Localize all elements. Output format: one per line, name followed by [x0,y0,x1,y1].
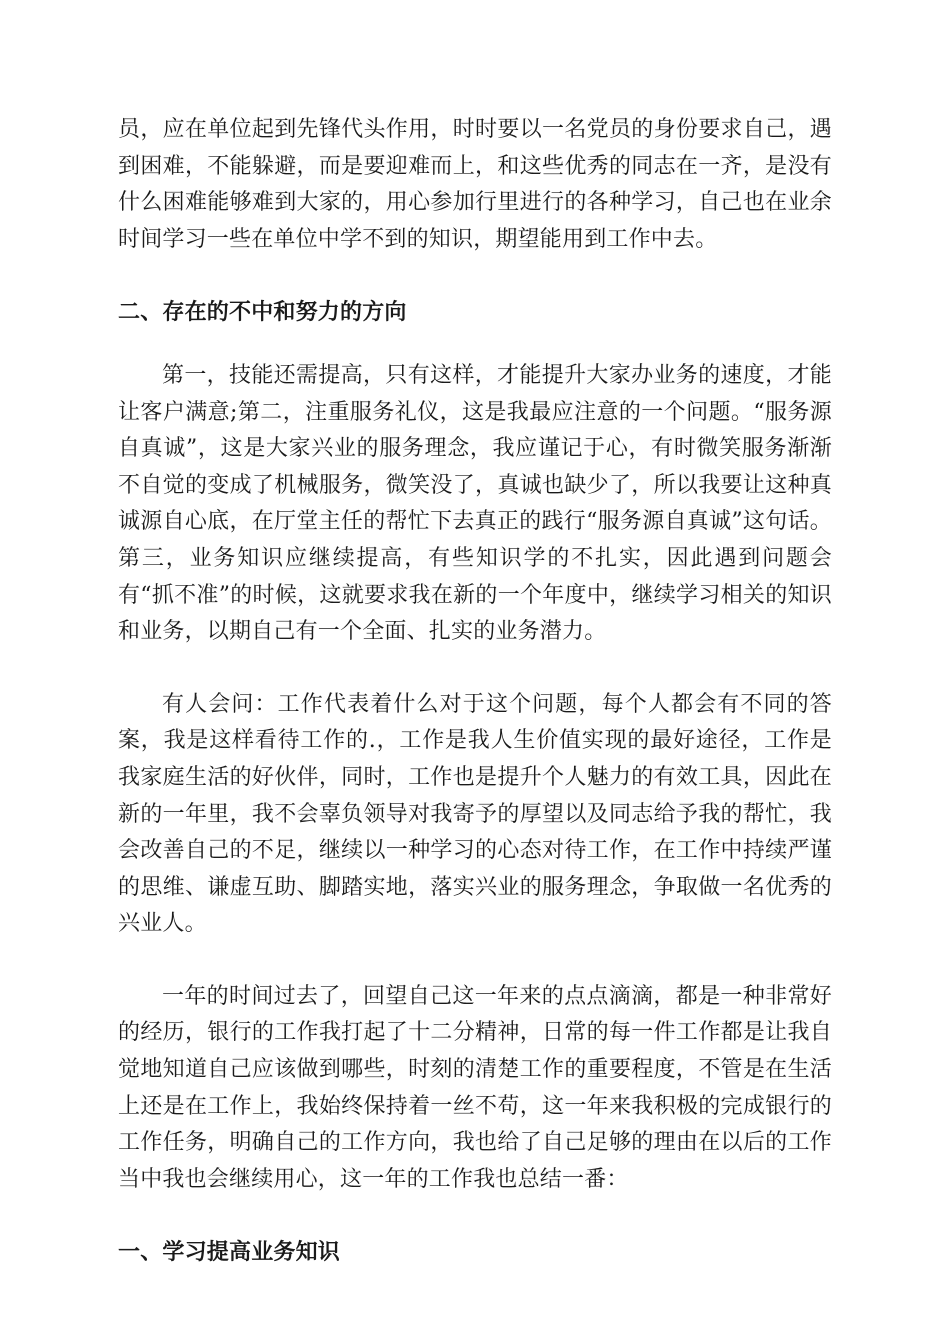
body-paragraph-4: 一年的时间过去了，回望自己这一年来的点点滴滴，都是一种非常好的经历，银行的工作我打起了十二分精神，日常的每一件工作都是让我自觉地知道自己应该做到哪些，时刻的清楚工作的重要程度，不管是在生活上还是在工作上，我始终保持着一丝不苟，这一年来我积极的完成银行的工作任务，明确自己的工作方向，我也给了自己足够的理由在以后的工作当中我也会继续用心，这一年的工作我也总结一番： [118,983,832,1192]
body-paragraph-3: 有人会问：工作代表着什么对于这个问题，每个人都会有不同的答案，我是这样看待工作的.，工作是我人生价值实现的最好途径，工作是我家庭生活的好伙伴，同时，工作也是提升个人魅力的有效工具，因此在新的一年里，我不会辜负领导对我寄予的厚望以及同志给予我的帮忙，我会改善自己的不足，继续以一种学习的心态对待工作，在工作中持续严谨的思维、谦虚互助、脚踏实地，落实兴业的服务理念，争取做一名优秀的兴业人。 [118,691,832,937]
body-paragraph-2: 第一，技能还需提高，只有这样，才能提升大家办业务的速度，才能让客户满意;第二，注重服务礼仪，这是我最应注意的一个问题。“服务源自真诚”，这是大家兴业的服务理念，我应谨记于心，有时微笑服务渐渐不自觉的变成了机械服务，微笑没了，真诚也缺少了，所以我要让这种真诚源自心底，在厅堂主任的帮忙下去真正的践行“服务源自真诚”这句话。第三，业务知识应继续提高，有些知识学的不扎实，因此遇到问题会有“抓不准”的时候，这就要求我在新的一个年度中，继续学习相关的知识和业务，以期自己有一个全面、扎实的业务潜力。 [118,362,832,645]
section-heading-1: 一、学习提高业务知识 [118,1239,341,1266]
section-heading-2: 二、存在的不中和努力的方向 [118,299,407,326]
body-paragraph-1: 员，应在单位起到先锋代头作用，时时要以一名党员的身份要求自己，遇到困难，不能躲避，而是要迎难而上，和这些优秀的同志在一齐，是没有什么困难能够难到大家的，用心参加行里进行的各种学习，自己也在业余时间学习一些在单位中学不到的知识，期望能用到工作中去。 [118,117,832,252]
